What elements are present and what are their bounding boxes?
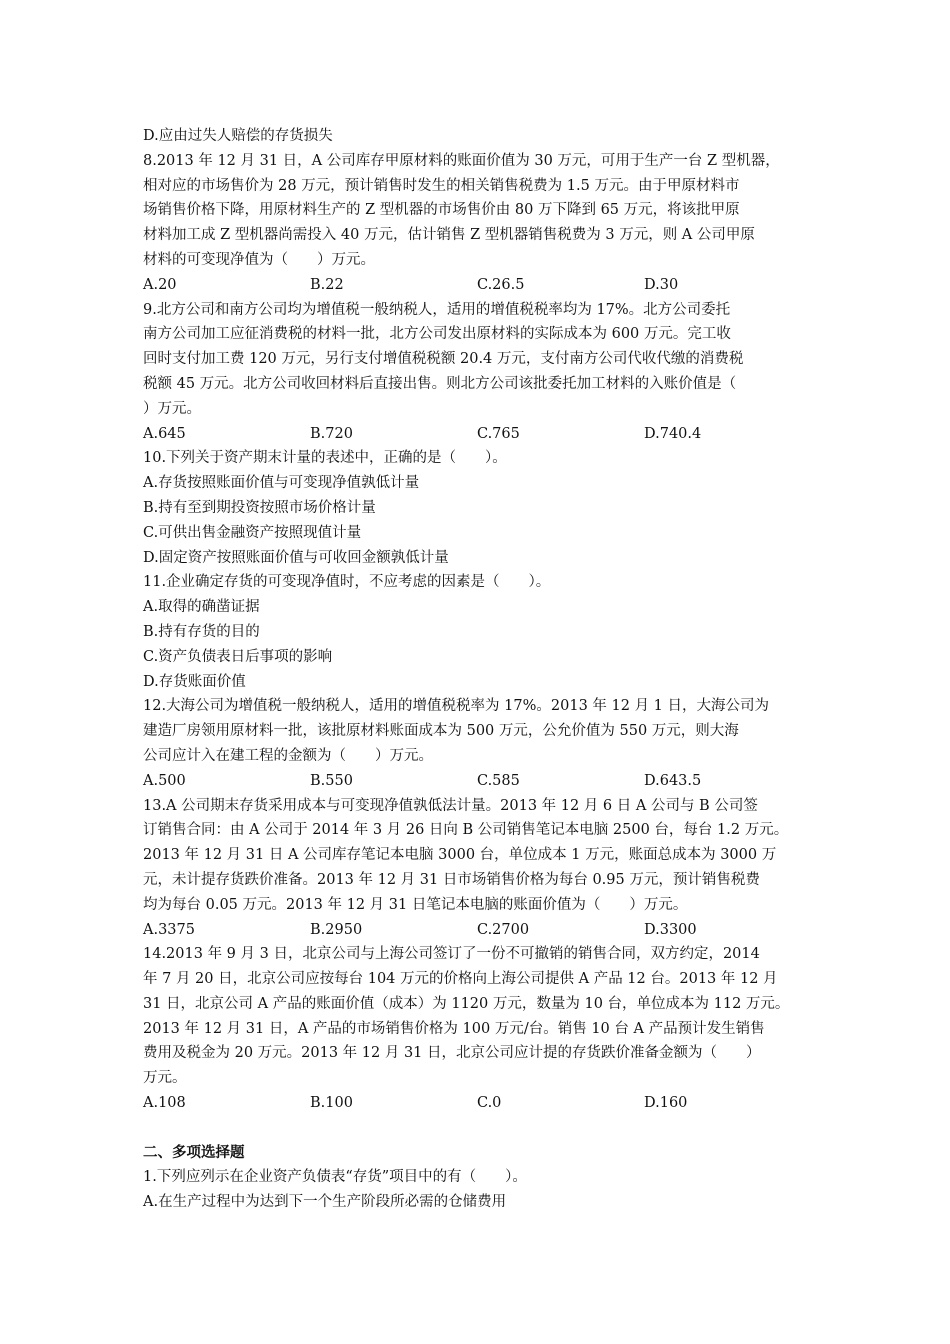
- document-page: [143, 124, 811, 1215]
- s2-q1-option-a: A.在生产过程中为达到下一个生产阶段所必需的仓储费用: [143, 1194, 507, 1211]
- q13-stem-line: 2013 年 12 月 31 日 A 公司库存笔记本电脑 3000 台，单位成本 1 万元，账面总成本为 3000 万: [143, 847, 777, 864]
- q14-option-b: B.100: [310, 1095, 353, 1112]
- q14-stem-line: 2013 年 12 月 31 日，A 产品的市场销售价格为 100 万元/台。销售 10 台 A 产品预计发生销售: [143, 1020, 765, 1037]
- question-13: [143, 794, 811, 943]
- q8-stem-line: 8.2013 年 12 月 31 日，A 公司库存甲原材料的账面价值为 30 万元，可用于生产一台 Z 型机器，: [143, 152, 780, 169]
- q11-stem: 11.企业确定存货的可变现净值时，不应考虑的因素是（ ）。: [143, 574, 551, 591]
- section-multiple-choice: [143, 1141, 811, 1215]
- question-11: [143, 570, 811, 694]
- q12-options: [143, 769, 811, 794]
- q10-option-d: D.固定资产按照账面价值与可收回金额孰低计量: [143, 549, 449, 566]
- q11-option-b: B.持有存货的目的: [143, 623, 260, 640]
- q14-stem-line: 万元。: [143, 1070, 187, 1087]
- q12-option-b: B.550: [310, 772, 353, 789]
- q14-stem-line: 14.2013 年 9 月 3 日，北京公司与上海公司签订了一份不可撤销的销售合同，双方约定，2014: [143, 946, 760, 963]
- section-spacer: [143, 1116, 811, 1141]
- q8-stem-line: 场销售价格下降，用原材料生产的 Z 型机器的市场售价由 80 万下降到 65 万元，将该批甲原: [143, 202, 740, 219]
- q13-option-d: D.3300: [644, 921, 697, 938]
- q8-options: [143, 273, 811, 298]
- q9-stem-line: ）万元。: [143, 400, 201, 417]
- question-8: [143, 149, 811, 298]
- q13-stem-line: 元，未计提存货跌价准备。2013 年 12 月 31 日市场销售价格为每台 0.95 万元，预计销售税费: [143, 871, 760, 888]
- question-14: [143, 942, 811, 1116]
- q13-options: [143, 918, 811, 943]
- q8-option-d: D.30: [644, 276, 679, 293]
- q8-stem-line: 材料加工成 Z 型机器尚需投入 40 万元，估计销售 Z 型机器销售税费为 3 万元，则 A 公司甲原: [143, 227, 755, 244]
- question-9: [143, 298, 811, 447]
- q9-option-a: A.645: [143, 425, 186, 442]
- q8-option-a: A.20: [143, 276, 177, 293]
- q9-options: [143, 422, 811, 447]
- q10-option-c: C.可供出售金融资产按照现值计量: [143, 524, 362, 541]
- q13-option-a: A.3375: [143, 921, 195, 938]
- q10-stem: 10.下列关于资产期末计量的表述中，正确的是（ ）。: [143, 450, 507, 467]
- q12-option-a: A.500: [143, 772, 186, 789]
- q11-option-d: D.存货账面价值: [143, 673, 246, 690]
- q9-stem-line: 回时支付加工费 120 万元，另行支付增值税税额 20.4 万元，支付南方公司代收代缴的消费税: [143, 351, 744, 368]
- q14-stem-line: 费用及税金为 20 万元。2013 年 12 月 31 日，北京公司应计提的存货跌价准备金额为（ ）: [143, 1045, 761, 1062]
- q14-option-a: A.108: [143, 1095, 186, 1112]
- question-10: [143, 446, 811, 570]
- q9-stem-line: 税额 45 万元。北方公司收回材料后直接出售。则北方公司该批委托加工材料的入账价值是（: [143, 375, 737, 392]
- q9-option-d: D.740.4: [644, 425, 702, 442]
- q8-stem-line: 材料的可变现净值为（ ）万元。: [143, 251, 375, 268]
- q13-stem-line: 订销售合同：由 A 公司于 2014 年 3 月 26 日向 B 公司销售笔记本电脑 2500 台，每台 1.2 万元。: [143, 822, 789, 839]
- q11-option-a: A.取得的确凿证据: [143, 599, 260, 616]
- q14-options: [143, 1091, 811, 1116]
- q7-option-d: D.应由过失人赔偿的存货损失: [143, 128, 333, 144]
- q10-option-a: A.存货按照账面价值与可变现净值孰低计量: [143, 475, 420, 492]
- q12-option-d: D.643.5: [644, 772, 702, 789]
- question-12: [143, 694, 811, 793]
- q14-option-d: D.160: [644, 1095, 688, 1112]
- q9-stem-line: 南方公司加工应征消费税的材料一批，北方公司发出原材料的实际成本为 600 万元。完工收: [143, 326, 731, 343]
- q12-option-c: C.585: [477, 772, 520, 789]
- q13-stem-line: 均为每台 0.05 万元。2013 年 12 月 31 日笔记本电脑的账面价值为（ ）万元。: [143, 896, 688, 913]
- q14-stem-line: 年 7 月 20 日，北京公司应按每台 104 万元的价格向上海公司提供 A 产品 12 台。2013 年 12 月: [143, 971, 778, 988]
- q9-option-b: B.720: [310, 425, 353, 442]
- q12-stem-line: 12.大海公司为增值税一般纳税人，适用的增值税税率为 17%。2013 年 12 月 1 日，大海公司为: [143, 698, 770, 715]
- q11-option-c: C.资产负债表日后事项的影响: [143, 648, 333, 665]
- s2-q1-stem: 1.下列应列示在企业资产负债表“存货”项目中的有（ ）。: [143, 1169, 527, 1186]
- q8-stem-line: 相对应的市场售价为 28 万元，预计销售时发生的相关销售税费为 1.5 万元。由于甲原材料市: [143, 177, 740, 194]
- q9-stem-line: 9.北方公司和南方公司均为增值税一般纳税人，适用的增值税税率均为 17%。北方公司委托: [143, 301, 731, 318]
- q13-option-b: B.2950: [310, 921, 363, 938]
- q8-option-c: C.26.5: [477, 276, 525, 293]
- q8-option-b: B.22: [310, 276, 344, 293]
- section-heading: 二、多项选择题: [143, 1144, 245, 1161]
- q13-option-c: C.2700: [477, 921, 530, 938]
- q12-stem-line: 建造厂房领用原材料一批，该批原材料账面成本为 500 万元，公允价值为 550 万元，则大海: [143, 723, 739, 740]
- q12-stem-line: 公司应计入在建工程的金额为（ ）万元。: [143, 747, 433, 764]
- q14-option-c: C.0: [477, 1095, 502, 1112]
- q10-option-b: B.持有至到期投资按照市场价格计量: [143, 499, 376, 516]
- q14-stem-line: 31 日，北京公司 A 产品的账面价值（成本）为 1120 万元，数量为 10 台，单位成本为 112 万元。: [143, 995, 790, 1012]
- q9-option-c: C.765: [477, 425, 520, 442]
- q13-stem-line: 13.A 公司期末存货采用成本与可变现净值孰低法计量。2013 年 12 月 6 日 A 公司与 B 公司签: [143, 797, 758, 814]
